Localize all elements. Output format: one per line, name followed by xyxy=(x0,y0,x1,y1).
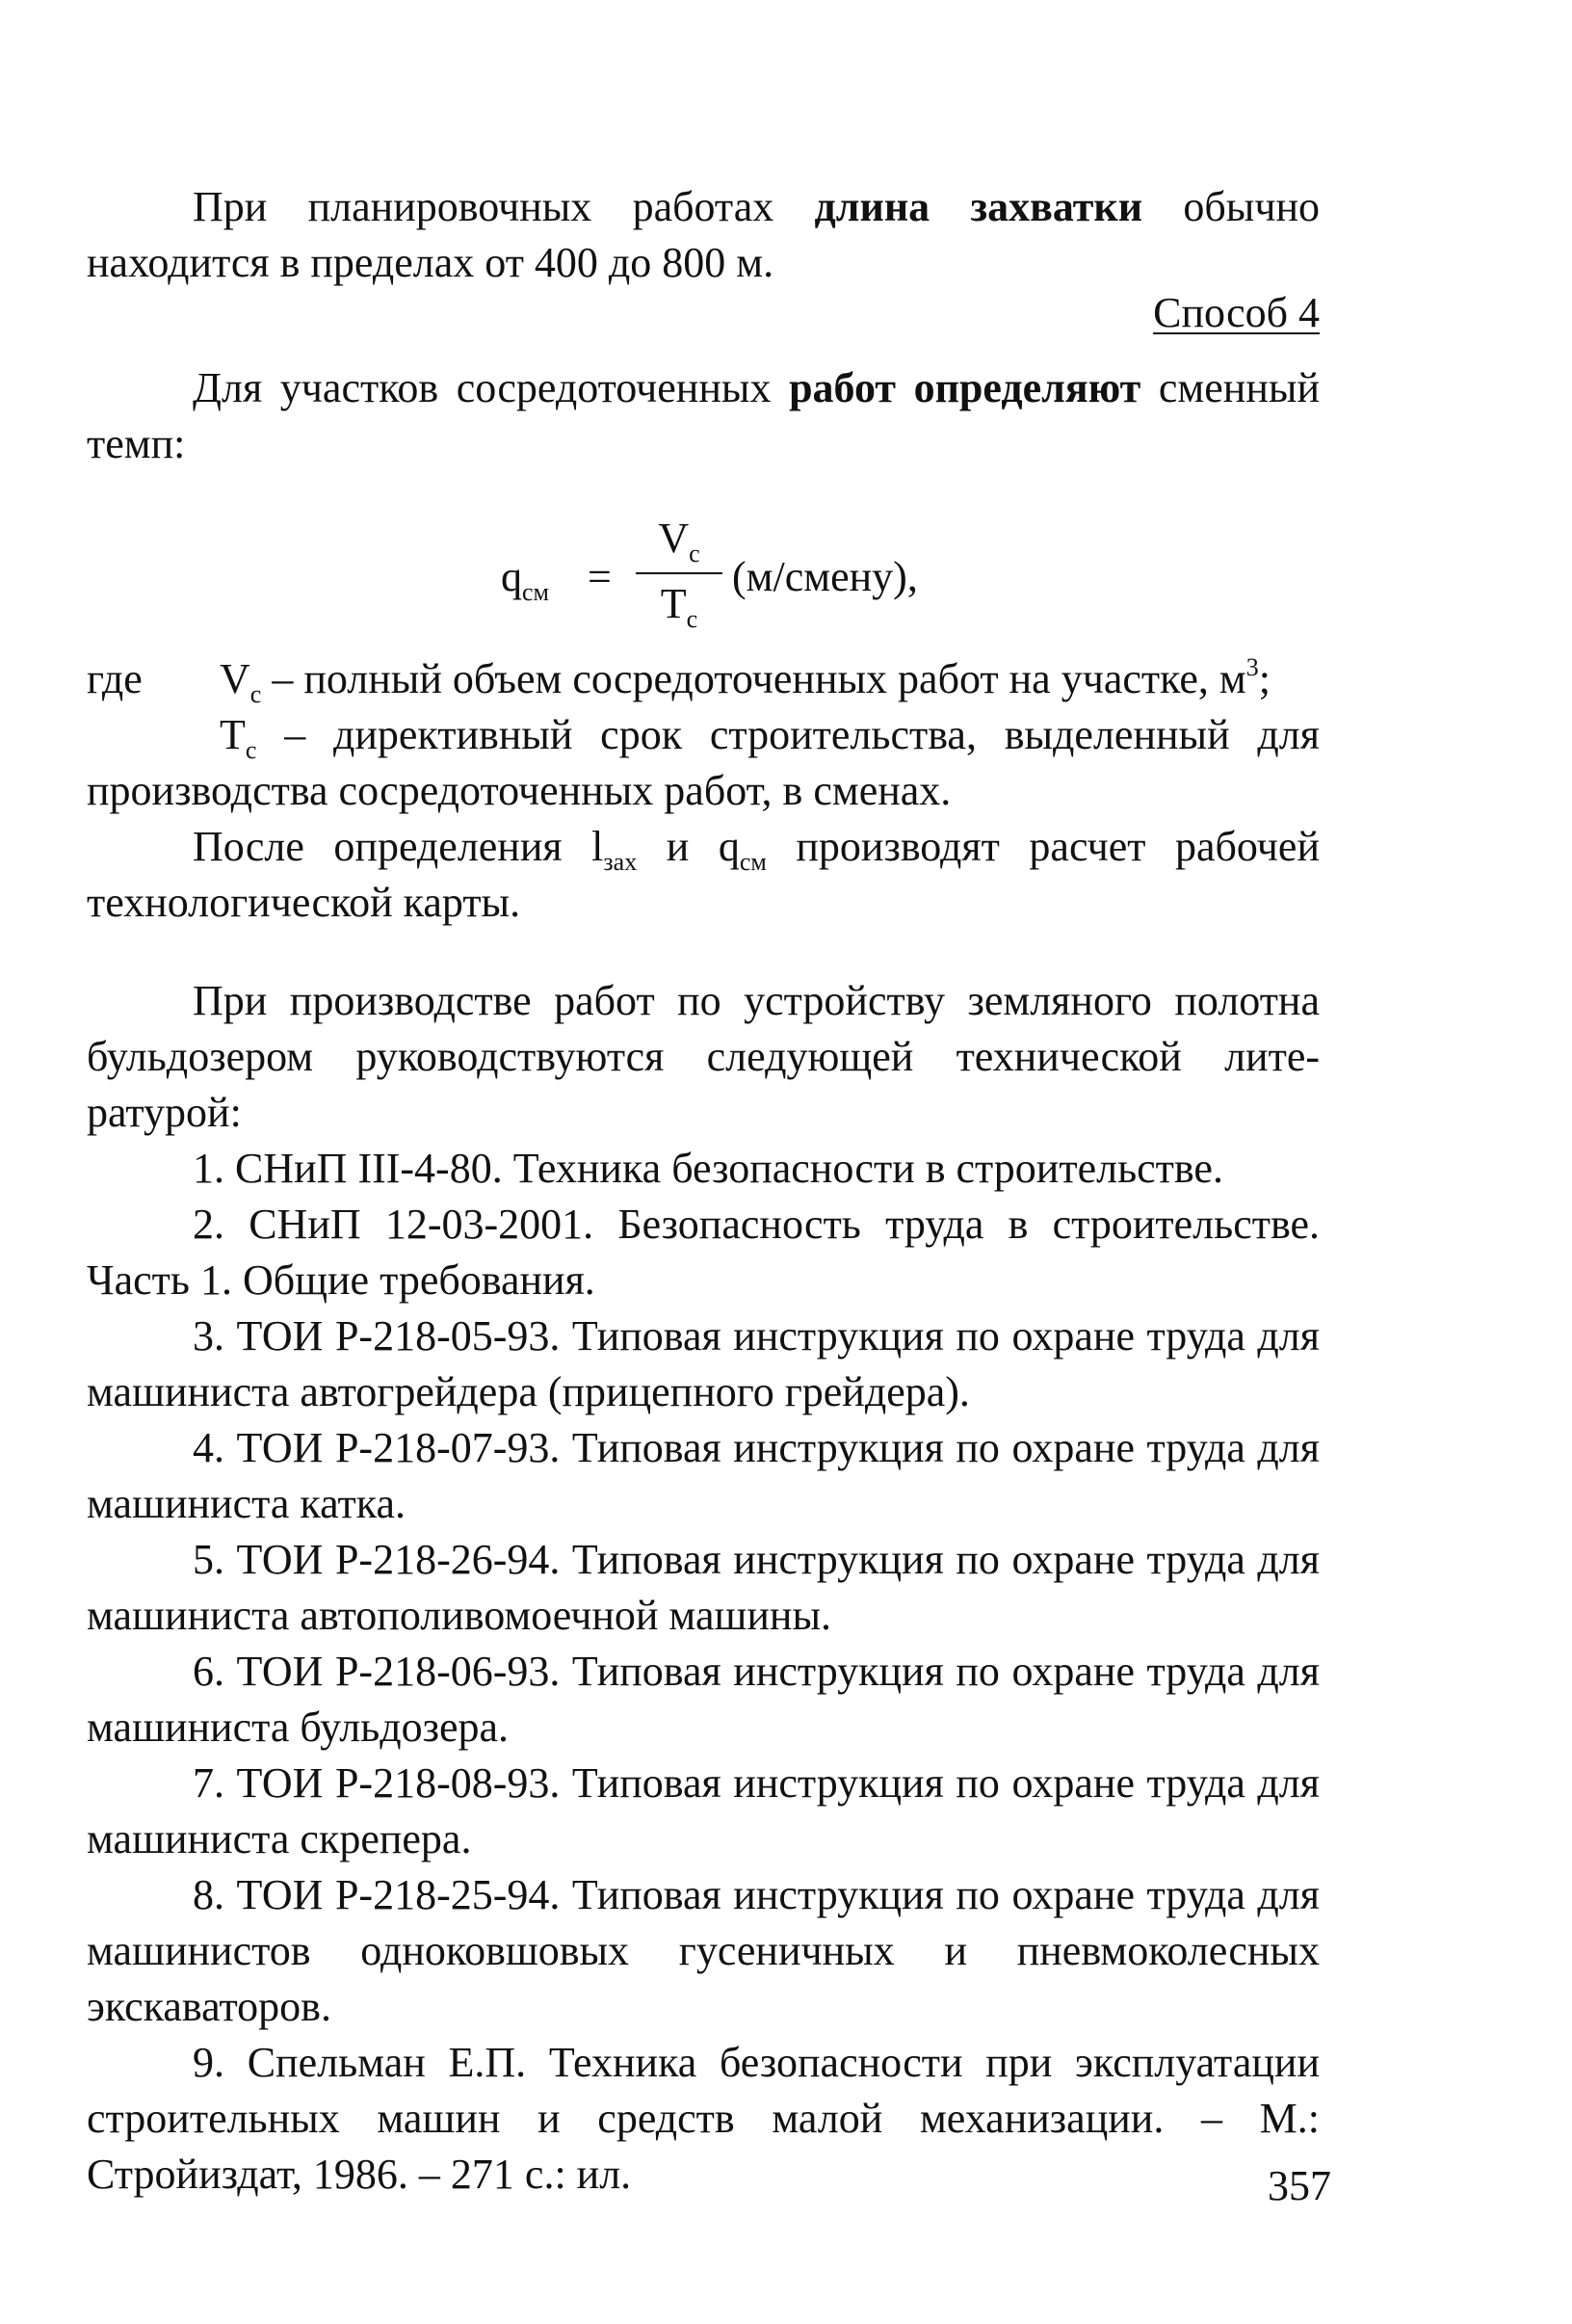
text-run: сменный xyxy=(1140,364,1320,411)
paragraph-line: ратурой: xyxy=(87,1089,242,1136)
reference-item: 3. ТОИ Р-218-05-93. Типовая инструкция по охране труда для xyxy=(193,1312,1320,1360)
formula-equals: = xyxy=(588,553,612,600)
paragraph-line: бульдозером руководствуются следующей технической лите- xyxy=(87,1033,1320,1080)
reference-item: 1. СНиП III-4-80. Техника безопасности в строительстве. xyxy=(193,1145,1223,1192)
formula-symbol: T xyxy=(660,580,687,627)
reference-item-cont: машиниста автополивомоечной машины. xyxy=(87,1592,832,1639)
reference-item-cont: машиниста катка. xyxy=(87,1480,406,1527)
definition-text: – директивный срок строительства, выделенный для xyxy=(256,711,1320,758)
definition-subscript: с xyxy=(249,680,262,708)
paragraph-line xyxy=(193,819,1320,875)
definition-text: ; xyxy=(1258,655,1271,702)
reference-item-cont: машиниста бульдозера. xyxy=(87,1703,510,1751)
reference-item-cont: машиниста скрепера. xyxy=(87,1815,472,1862)
definition-line xyxy=(220,707,1320,763)
paragraph-line: технологической карты. xyxy=(87,879,521,926)
formula-denominator xyxy=(636,576,722,632)
section-heading: Способ 4 xyxy=(1153,289,1320,336)
inline-subscript: зах xyxy=(603,848,638,876)
formula-subscript: с xyxy=(689,540,700,568)
reference-item: 6. ТОИ Р-218-06-93. Типовая инструкция по охране труда для xyxy=(193,1648,1320,1695)
reference-item-cont: Часть 1. Общие требования. xyxy=(87,1256,595,1304)
where-label: где xyxy=(87,655,143,702)
reference-item-cont: Стройиздат, 1986. – 271 с.: ил. xyxy=(87,2151,632,2198)
formula-symbol: V xyxy=(658,515,690,562)
bold-term: работ определяют xyxy=(789,364,1141,411)
definition-text: – полный объем сосредоточенных работ на участке, м xyxy=(261,655,1246,702)
reference-item-cont: машинистов одноковшовых гусеничных и пневмоколесных xyxy=(87,1927,1320,1974)
text-run: и xyxy=(637,823,719,870)
paragraph-line xyxy=(193,360,1320,416)
formula xyxy=(501,511,944,636)
reference-item: 2. СНиП 12-03-2001. Безопасность труда в строительстве. xyxy=(193,1201,1320,1248)
formula-symbol: q xyxy=(501,553,522,600)
fraction-bar xyxy=(636,572,722,574)
formula-lhs xyxy=(501,549,549,605)
definition-line xyxy=(220,651,1271,707)
definition-subscript: с xyxy=(245,736,257,764)
definition-symbol: T xyxy=(220,711,246,758)
reference-item-cont: экскаваторов. xyxy=(87,1983,331,2030)
inline-symbol: l xyxy=(591,823,604,870)
formula-numerator xyxy=(636,511,722,567)
bold-term: длина захватки xyxy=(814,183,1143,230)
paragraph-line: При производстве работ по устройству земляного полотна xyxy=(193,977,1320,1024)
reference-item: 4. ТОИ Р-218-07-93. Типовая инструкция по охране труда для xyxy=(193,1424,1320,1471)
reference-item-cont: строительных машин и средств малой механизации. – М.: xyxy=(87,2095,1320,2142)
reference-item: 7. ТОИ Р-218-08-93. Типовая инструкция по охране труда для xyxy=(193,1759,1320,1807)
reference-item: 5. ТОИ Р-218-26-94. Типовая инструкция по охране труда для xyxy=(193,1536,1320,1583)
reference-item-cont: машиниста автогрейдера (прицепного грейдера). xyxy=(87,1368,970,1415)
inline-subscript: см xyxy=(739,848,767,876)
text-run: Для участков сосредоточенных xyxy=(193,364,790,411)
paragraph-line: находится в пределах от 400 до 800 м. xyxy=(87,239,774,286)
definition-line: производства сосредоточенных работ, в сменах. xyxy=(87,767,952,814)
text-run: производят расчет рабочей xyxy=(766,823,1320,870)
paragraph-line: темп: xyxy=(87,420,186,467)
page-number: 357 xyxy=(1268,2162,1331,2209)
reference-item: 9. Спельман Е.П. Техника безопасности при эксплуатации xyxy=(193,2039,1320,2086)
inline-symbol: q xyxy=(718,823,740,870)
formula-unit: (м/смену), xyxy=(732,553,918,600)
formula-subscript: см xyxy=(522,578,549,606)
formula-subscript: с xyxy=(686,605,698,633)
definition-superscript: 3 xyxy=(1245,653,1259,681)
reference-item: 8. ТОИ Р-218-25-94. Типовая инструкция по охране труда для xyxy=(193,1871,1320,1918)
text-run: При планировочных работах xyxy=(193,183,815,230)
text-run: После определения xyxy=(193,823,592,870)
paragraph-line xyxy=(193,179,1320,235)
definition-symbol: V xyxy=(220,655,250,702)
text-run: обычно xyxy=(1142,183,1321,230)
